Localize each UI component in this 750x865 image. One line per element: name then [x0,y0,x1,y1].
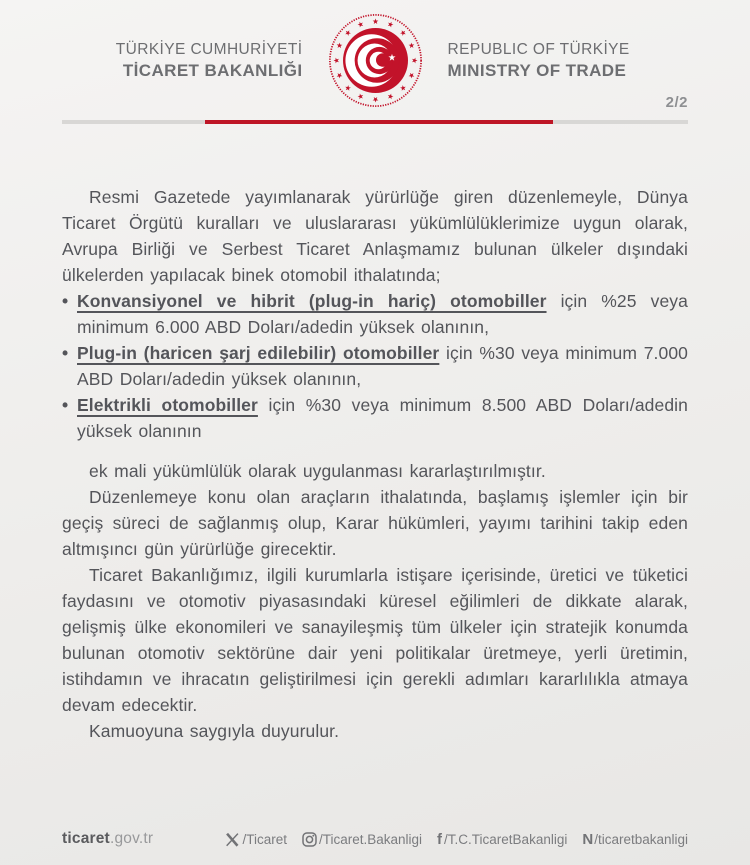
social-facebook-link[interactable] [437,832,567,847]
org-en-line2: MINISTRY OF TRADE [447,60,627,80]
facebook-icon: f [437,830,443,848]
bullet-bold-text: Konvansiyonel ve hibrit (plug-in hariç) otomobiller [77,291,547,311]
bullet-icon: • [62,291,69,311]
bullet-electric [62,392,688,444]
divider-gray-right [553,120,688,124]
conclusion-line: ek mali yükümlülük olarak uygulanması kararlaştırılmıştır. [89,461,546,481]
footer [62,830,688,848]
nsosyal-icon: N [582,830,593,848]
divider-gray-left [62,120,205,124]
bullet-bold-text: Elektrikli otomobiller [77,395,258,415]
page-number: 2/2 [665,94,688,111]
social-x-link[interactable] [225,832,287,847]
org-name-turkish [98,40,303,81]
bullet-bold-text: Plug-in (haricen şarj edilebilir) otomobiller [77,343,440,363]
social-handle: /T.C.TicaretBakanligi [444,831,568,847]
header [0,12,750,109]
bullet-conventional-hybrid [62,288,688,340]
website-bold: ticaret [62,830,110,847]
closing-line: Kamuoyuna saygıyla duyurulur. [89,721,340,741]
paragraph-policy: Ticaret Bakanlığımız, ilgili kurumlarla istişare içerisinde, üretici ve tüketici faydasını ve otomotiv piyasasındaki küresel eğilimleri de dikkate alarak, gelişmiş ülke ekonomileri ve sanayileşmiş tüm ülkeler için stratejik konumda bulunan otomotiv sektörüne dair yeni politikalar üretmeye, yerli üretimin, istihdamın ve ihracatın geliştirilmesi için gerekli adımları kararlılıkla atmaya devam edecektir. [62,565,688,715]
tariff-bullet-list [62,288,688,444]
divider-red-segment [205,120,553,124]
instagram-icon [302,832,317,847]
bullet-rest-text: için %30 veya minimum 8.500 ABD Doları/adedin yüksek olanının [77,395,689,441]
paragraph-transition: Düzenlemeye konu olan araçların ithalatında, başlamış işlemler için bir geçiş süreci de sağlanmış olup, Karar hükümleri, yayımı tarihini takip eden altmışıncı gün yürürlüğe girecektir. [62,487,688,559]
org-en-line1: REPUBLIC OF TÜRKİYE [447,41,630,59]
bullet-plugin [62,340,688,392]
bullet-rest-text: için %25 veya minimum 6.000 ABD Doları/adedin yüksek olanının, [77,291,688,337]
social-links [225,832,688,847]
bullet-icon: • [62,343,69,363]
bullet-icon: • [62,395,69,415]
paragraph-intro: Resmi Gazetede yayımlanarak yürürlüğe giren düzenlemeyle, Dünya Ticaret Örgütü kuralları ve uluslararası yükümlülüklerimize uygun olarak, Avrupa Birliği ve Serbest Ticaret Anlaşmamız bulunan ülkeler dışındaki ülkelerden yapılacak binek otomobil ithalatında; [62,187,688,285]
x-icon [225,832,240,847]
org-tr-line2: TİCARET BAKANLIĞI [122,60,303,80]
bullet-rest-text: için %30 veya minimum 7.000 ABD Doları/adedin yüksek olanının, [77,343,688,389]
website-rest: .gov.tr [109,830,154,847]
org-tr-line1: TÜRKİYE CUMHURİYETİ [115,41,303,59]
social-instagram-link[interactable] [302,832,422,847]
ministry-of-trade-logo-icon [327,12,424,109]
social-nsosyal-link[interactable] [582,832,688,847]
social-handle: /ticaretbakanligi [594,831,688,847]
website-link[interactable] [62,830,153,848]
document-body [62,184,688,744]
social-handle: /Ticaret.Bakanligi [319,831,423,847]
header-divider [62,120,688,124]
social-handle: /Ticaret [242,831,287,847]
org-name-english [448,40,653,81]
